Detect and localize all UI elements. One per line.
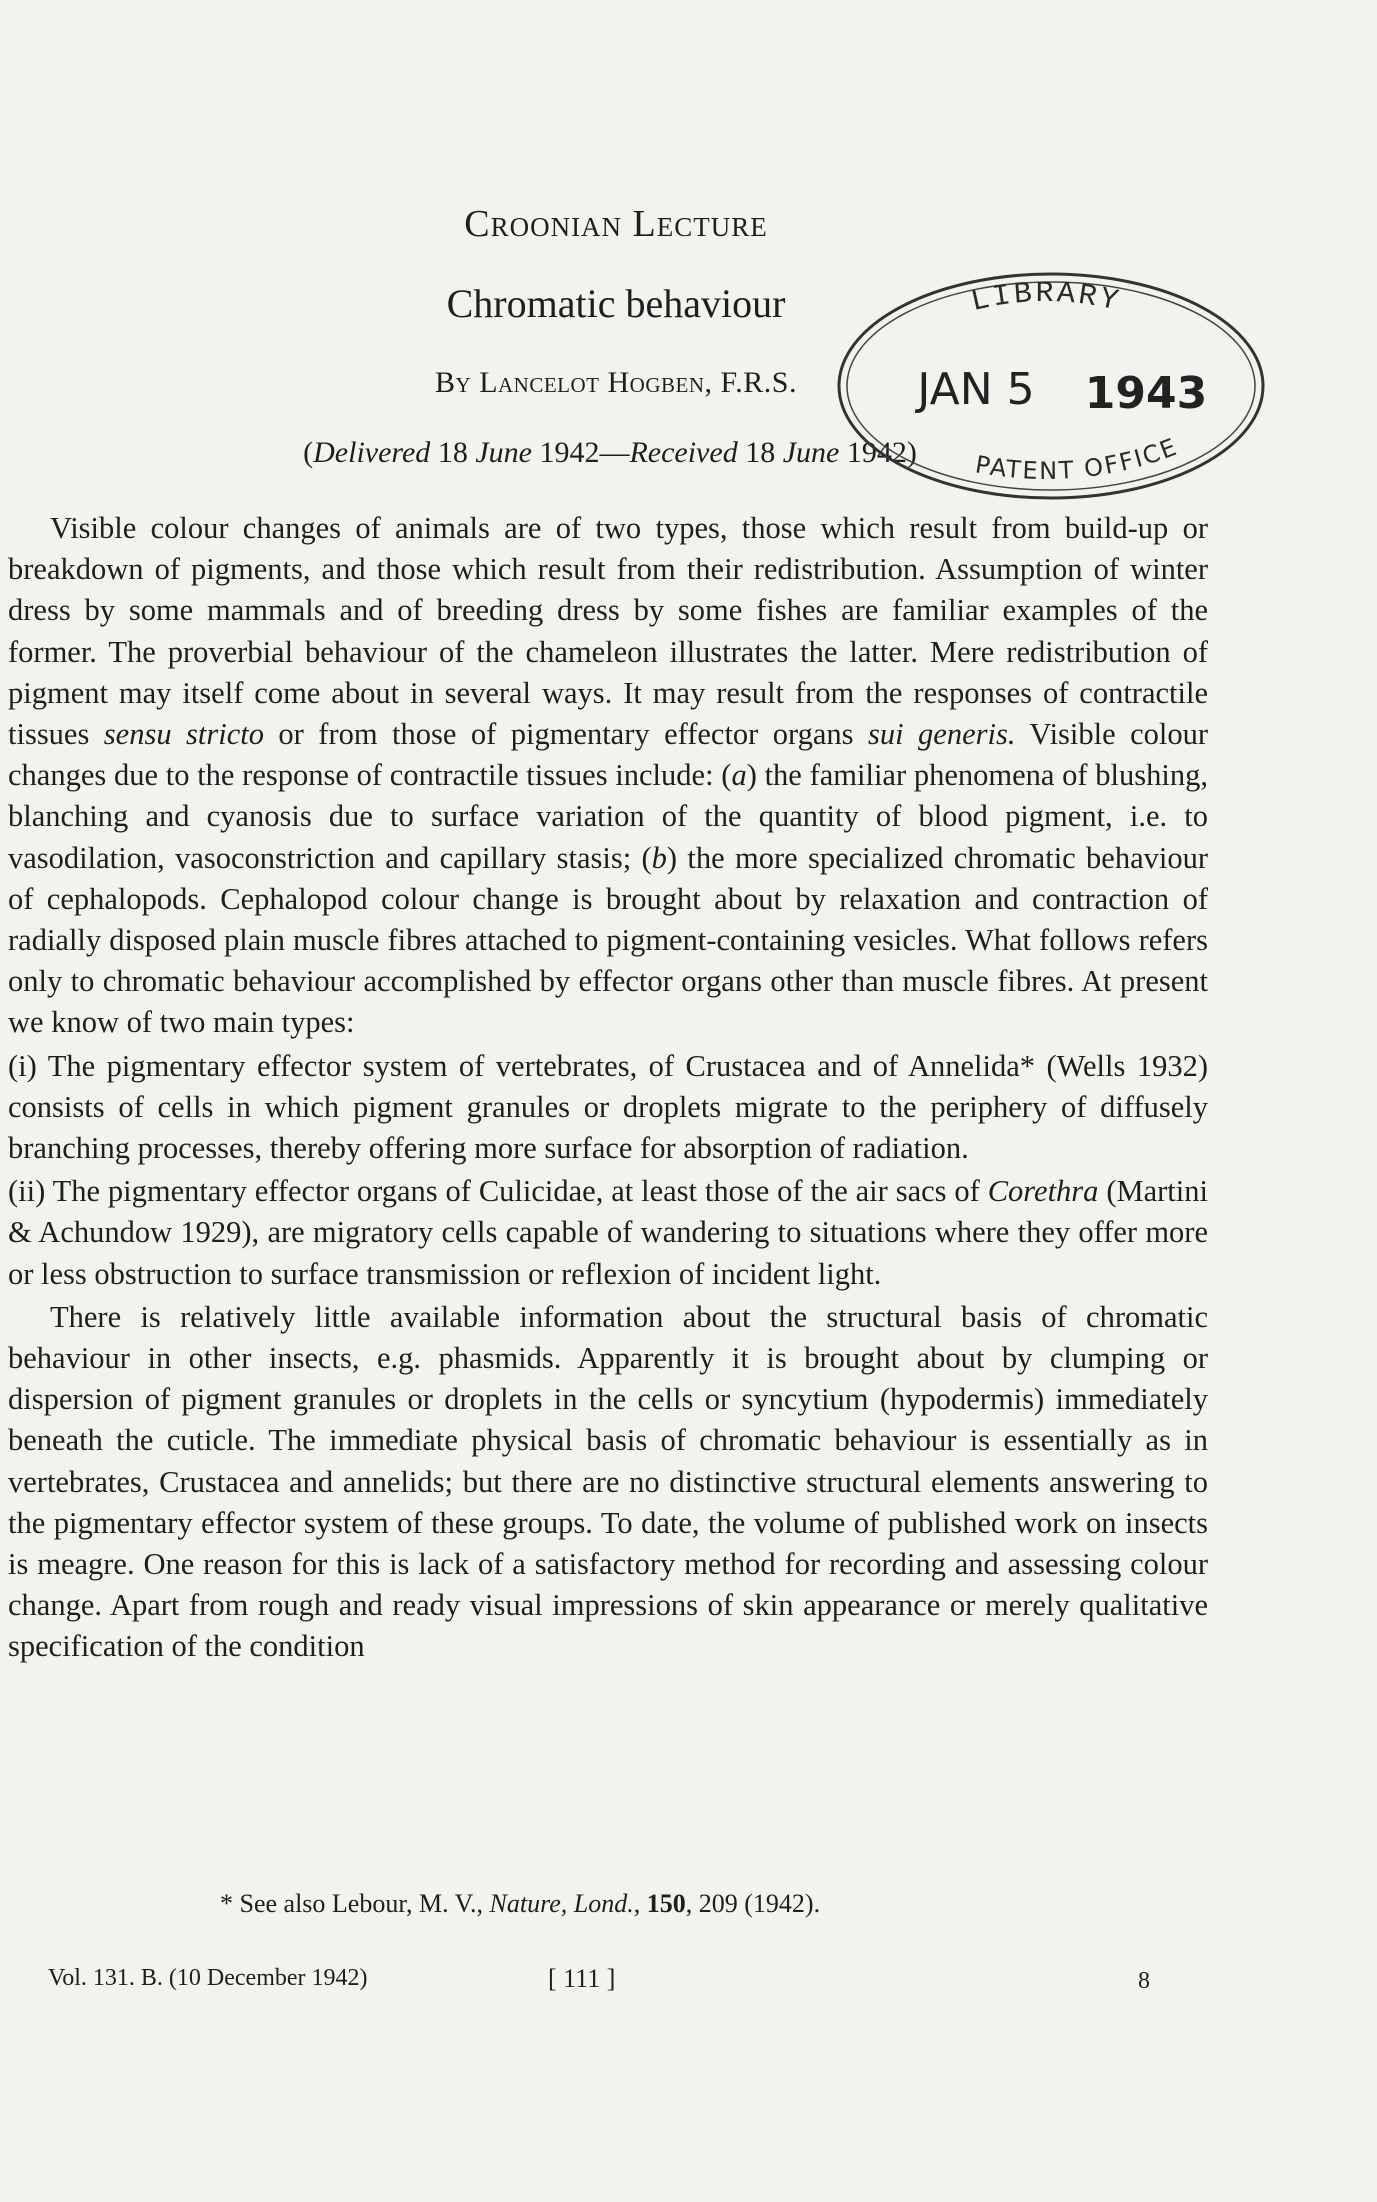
stamp-top-text: LIBRARY xyxy=(968,277,1124,321)
p3-italic: Corethra xyxy=(987,1174,1099,1209)
p1-text-c: Visible colour changes due to the response of contractile tissues include: ( xyxy=(8,717,1209,793)
received-date-num: 18 xyxy=(745,436,776,469)
p3-text-a: (ii) The pigmentary effector organs of Culicidae, at least those of the air sacs of xyxy=(8,1174,988,1209)
footnote xyxy=(220,1889,1120,1919)
p1-text-d: ) the familiar phenomena of blushing, blanching and cyanosis due to surface variation of the quantity of blood pigment, i.e. to vasodilation, vasoconstriction and capillary stasis; ( xyxy=(8,758,1208,875)
volume-info: Vol. 131. B. (10 December 1942) xyxy=(48,1965,368,1991)
received-label: Received xyxy=(629,436,738,469)
footnote-volume: 150 xyxy=(646,1889,686,1918)
paragraph-3 xyxy=(8,1171,1208,1295)
paragraph-1 xyxy=(8,508,1208,1044)
lecture-series: Croonian Lecture xyxy=(464,203,768,245)
footnote-text-c: , 209 (1942). xyxy=(685,1889,821,1918)
p1-italic-1: sensu stricto xyxy=(103,717,264,752)
delivered-month: June xyxy=(475,436,532,469)
footnote-text-b: , xyxy=(633,1889,647,1918)
signature-mark: 8 xyxy=(1138,1968,1150,1994)
p3-text-b: (Martini & Achundow 1929), are migratory cells capable of wandering to situations where they offer more or less obstruction to surface transmission or reflexion of incident light. xyxy=(8,1174,1208,1291)
stamp-bottom-text: PATENT OFFICE xyxy=(973,432,1182,485)
p1-italic-3: a xyxy=(731,758,747,793)
p1-text-a: Visible colour changes of animals are of two types, those which result from build-up or breakdown of pigments, and those which result from their redistribution. Assumption of winter dress by some mammals and of breeding dress by some fishes are familiar examples of the former. The proverbial behaviour of the chameleon illustrates the latter. Mere redistribution of pigment may itself come about in several ways. It may result from the responses of contractile tissues xyxy=(8,511,1208,752)
footnote-text-a: * See also Lebour, M. V., xyxy=(220,1889,490,1918)
author-line: By Lancelot Hogben, F.R.S. xyxy=(435,366,797,399)
stamp-year: 1943 xyxy=(1084,368,1208,419)
page-number: [ 111 ] xyxy=(548,1964,616,1993)
p1-text-e: ) the more specialized chromatic behaviour of cephalopods. Cephalopod colour change is brought about by relaxation and contraction of radially disposed plain muscle fibres attached to pigment-containing vesicles. What follows refers only to chromatic behaviour accomplished by effector organs other than muscle fibres. At present we know of two main types: xyxy=(8,840,1208,1040)
received-month: June xyxy=(782,436,840,469)
svg-text:LIBRARY xyxy=(968,277,1124,320)
article-title: Chromatic behaviour xyxy=(446,281,786,326)
footnote-journal: Nature, Lond. xyxy=(489,1889,634,1918)
stamp-date: JAN 5 xyxy=(917,364,1035,415)
delivered-date-num: 18 xyxy=(437,436,468,469)
delivered-year: 1942— xyxy=(539,436,630,469)
library-stamp xyxy=(826,256,1266,506)
received-year: 1942 xyxy=(846,436,907,469)
p1-italic-2: sui generis. xyxy=(868,717,1016,752)
p1-text-b: or from those of pigmentary effector organs xyxy=(263,717,868,752)
delivered-label: Delivered xyxy=(313,436,431,469)
p1-italic-4: b xyxy=(651,840,667,875)
dates-line: (Delivered 18 June 1942—Received 18 June 1942) xyxy=(303,436,917,469)
paragraph-2: (i) The pigmentary effector system of vertebrates, of Crustacea and of Annelida* (Wells 1932) consists of cells in which pigment granules or droplets migrate to the periphery of diffusely branching processes, thereby offering more surface for absorption of radiation. xyxy=(8,1048,1208,1166)
paragraph-4: There is relatively little available information about the structural basis of chromatic behaviour in other insects, e.g. phasmids. Apparently it is brought about by clumping or dispersion of pigment granules or droplets in the cells or syncytium (hypodermis) immediately beneath the cuticle. The immediate physical basis of chromatic behaviour is essentially as in vertebrates, Crustacea and annelids; but there are no distinctive structural elements answering to the pigmentary effector system of these groups. To date, the volume of published work on insects is meagre. One reason for this is lack of a satisfactory method for recording and assessing colour change. Apart from rough and ready visual impressions of skin appearance or merely qualitative specification of the condition xyxy=(8,1299,1208,1664)
article-body xyxy=(8,508,1208,1670)
